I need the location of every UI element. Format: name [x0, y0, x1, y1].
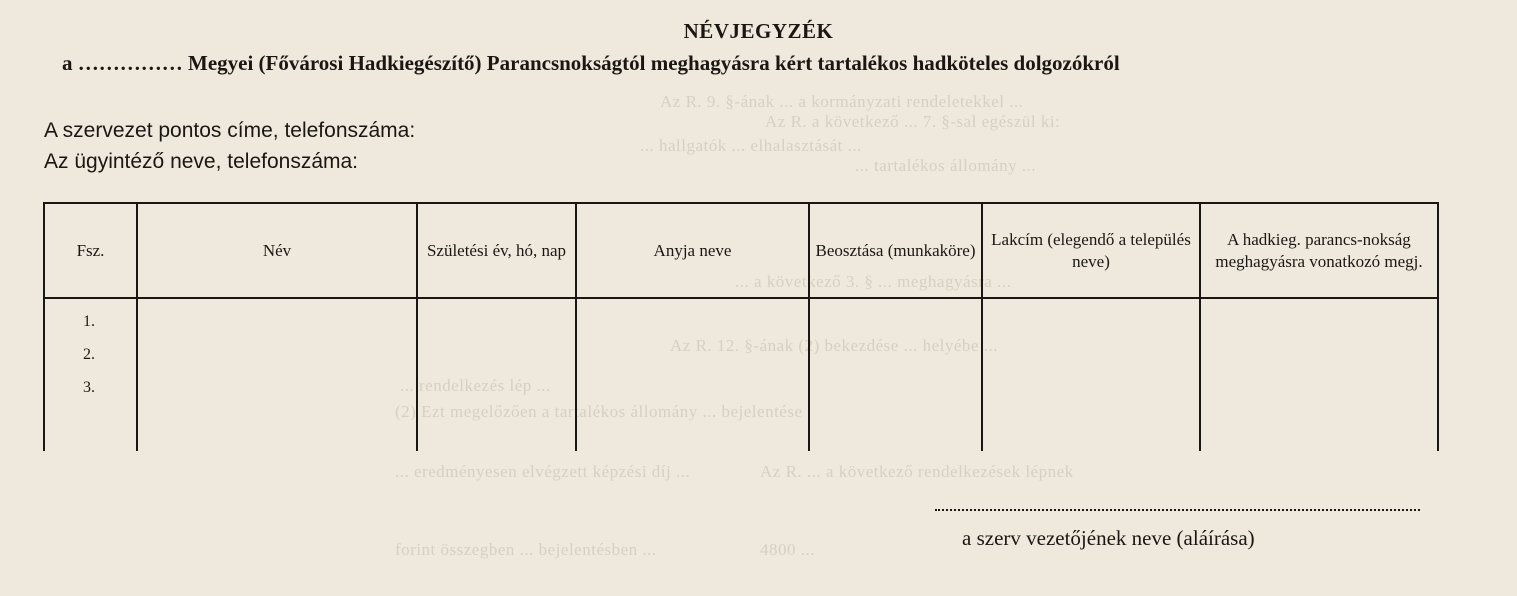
document-subtitle: a …………… Megyei (Fővárosi Hadkiegészítő) Parancsnokságtól meghagyásra kért tartalékos hadköteles dolgozókról [62, 51, 1120, 75]
bleed-through-text: ... hallgatók ... elhalasztását ... [640, 136, 862, 155]
column-header-serial: Fsz. [44, 203, 137, 298]
bleed-through-text: ... rendelkezés lép ... [400, 376, 551, 395]
bleed-through-text: ... eredményesen elvégzett képzési díj ... [395, 462, 691, 481]
name-cell [137, 298, 417, 451]
row-number: 1. [83, 313, 95, 330]
bleed-through-text: ... tartalékos állomány ... [855, 156, 1037, 175]
bleed-through-text: Az R. a következő ... 7. §-sal egészül ki: [765, 112, 1061, 131]
signature-label: a szerv vezetőjének neve (aláírása) [962, 526, 1255, 550]
command-remarks-cell [1200, 298, 1438, 451]
column-header-mother-name: Anyja neve [576, 203, 809, 298]
serial-numbers-cell [44, 298, 137, 451]
column-header-address: Lakcím (elegendő a település neve) [982, 203, 1200, 298]
row-number: 2. [83, 346, 95, 363]
column-header-name: Név [137, 203, 417, 298]
document-title: NÉVJEGYZÉK [683, 19, 834, 43]
organization-address-label: A szervezet pontos címe, telefonszáma: [44, 119, 416, 142]
bleed-through-text: forint összegben ... bejelentésben ... [395, 540, 657, 559]
column-header-command-remarks: A hadkieg. parancs-nokság meghagyásra vonatkozó megj. [1200, 203, 1438, 298]
bleed-through-text: 4800 ... [760, 540, 815, 559]
bleed-through-text: Az R. 9. §-ának ... a kormányzati rendeletekkel ... [660, 92, 1024, 111]
bleed-through-text: Az R. 12. §-ának (2) bekezdése ... helyébe ... [670, 336, 998, 355]
mother-name-cell [576, 298, 809, 451]
table-header-row [44, 203, 1438, 298]
clerk-name-label: Az ügyintéző neve, telefonszáma: [44, 150, 359, 173]
bleed-through-text: (2) Ezt megelőzően a tartalékos állomány ... bejelentése [395, 402, 803, 421]
column-header-position: Beosztása (munkaköre) [809, 203, 982, 298]
birth-date-cell [417, 298, 576, 451]
signature-line [935, 509, 1420, 511]
register-table [43, 202, 1439, 451]
row-number: 3. [83, 379, 95, 396]
position-cell [809, 298, 982, 451]
column-header-birth-date: Születési év, hó, nap [417, 203, 576, 298]
address-cell [982, 298, 1200, 451]
bleed-through-text: Az R. ... a következő rendelkezések lépnek [760, 462, 1074, 481]
bleed-through-text: ... a következő 3. § ... meghagyásra ... [735, 272, 1012, 291]
table-body-row [44, 298, 1438, 451]
